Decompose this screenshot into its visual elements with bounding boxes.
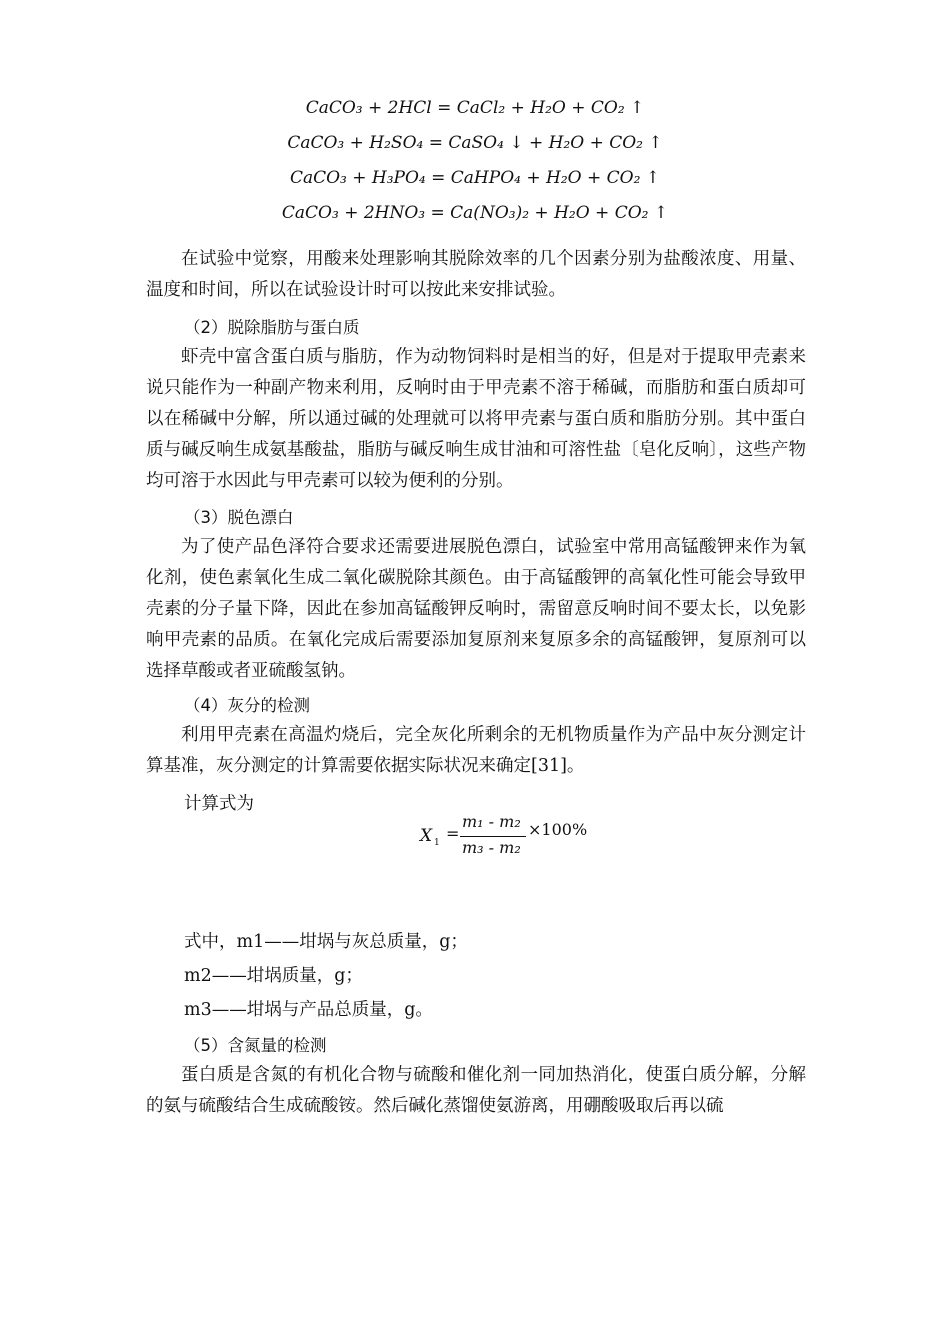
formula-label: 计算式为 (184, 794, 254, 814)
definition-m3: m3——坩埚与产品总质量，g。 (184, 1000, 433, 1020)
heading-decolor-bleach: （3）脱色漂白 (184, 508, 294, 527)
equation-hno3: CaCO₃ + 2HNO₃ = Ca(NO₃)₂ + H₂O + CO₂ ↑ (281, 203, 669, 223)
equation-h3po4: CaCO₃ + H₃PO₄ = CaHPO₄ + H₂O + CO₂ ↑ (289, 168, 661, 188)
formula-lhs-sub: 1 (434, 838, 440, 848)
heading-ash-detection: （4）灰分的检测 (184, 696, 310, 715)
fraction-bar (460, 836, 526, 837)
definition-m2: m2——坩埚质量，g； (184, 966, 363, 986)
formula-denominator: m₃ - m₂ (462, 838, 521, 857)
paragraph-acid-factors: 在试验中觉察，用酸来处理影响其脱除效率的几个因素分别为盐酸浓度、用量、温度和时间，所以在试验设计时可以按此来安排试验。 (146, 249, 806, 300)
definition-m1: 式中，m1——坩埚与灰总质量，g； (184, 932, 468, 952)
equation-hcl: CaCO₃ + 2HCl = CaCl₂ + H₂O + CO₂ ↑ (305, 98, 645, 118)
paragraph-ash: 利用甲壳素在高温灼烧后，完全灰化所剩余的无机物质量作为产品中灰分测定计算基准，灰分测定的计算需要依据实际状况来确定[31]。 (146, 725, 806, 776)
paragraph-nitrogen: 蛋白质是含氮的有机化合物与硫酸和催化剂一同加热消化，使蛋白质分解，分解的氨与硫酸结合生成硫酸铵。然后碱化蒸馏使氨游离，用硼酸吸取后再以硫 (146, 1065, 806, 1116)
paragraph-bleach: 为了使产品色泽符合要求还需要进展脱色漂白，试验室中常用高锰酸钾来作为氧化剂，使色素氧化生成二氧化碳脱除其颜色。由于高锰酸钾的高氧化性可能会导致甲壳素的分子量下降，因此在参加高锰酸钾反响时，需留意反响时间不要太长，以免影响甲壳素的品质。在氧化完成后需要添加复原剂来复原多余的高锰酸钾，复原剂可以选择草酸或者亚硫酸氢钠。 (146, 537, 806, 681)
paragraph-fat-protein: 虾壳中富含蛋白质与脂肪，作为动物饲料时是相当的好，但是对于提取甲壳素来说只能作为一种副产物来利用，反响时由于甲壳素不溶于稀碱，而脂肪和蛋白质却可以在稀碱中分解，所以通过碱的处理就可以将甲壳素与蛋白质和脂肪分别。其中蛋白质与碱反响生成氨基酸盐，脂肪与碱反响生成甘油和可溶性盐〔皂化反响〕，这些产物均可溶于水因此与甲壳素可以较为便利的分别。 (146, 347, 806, 491)
formula-numerator: m₁ - m₂ (462, 812, 521, 831)
heading-nitrogen-detection: （5）含氮量的检测 (184, 1036, 327, 1055)
formula-lhs: X (420, 826, 433, 846)
formula-equals: = (446, 824, 460, 843)
ash-formula (418, 808, 618, 878)
equation-h2so4: CaCO₃ + H₂SO₄ = CaSO₄ ↓ + H₂O + CO₂ ↑ (287, 133, 663, 153)
heading-remove-fat-protein: （2）脱除脂肪与蛋白质 (184, 318, 360, 337)
formula-tail: ×100% (528, 820, 588, 839)
